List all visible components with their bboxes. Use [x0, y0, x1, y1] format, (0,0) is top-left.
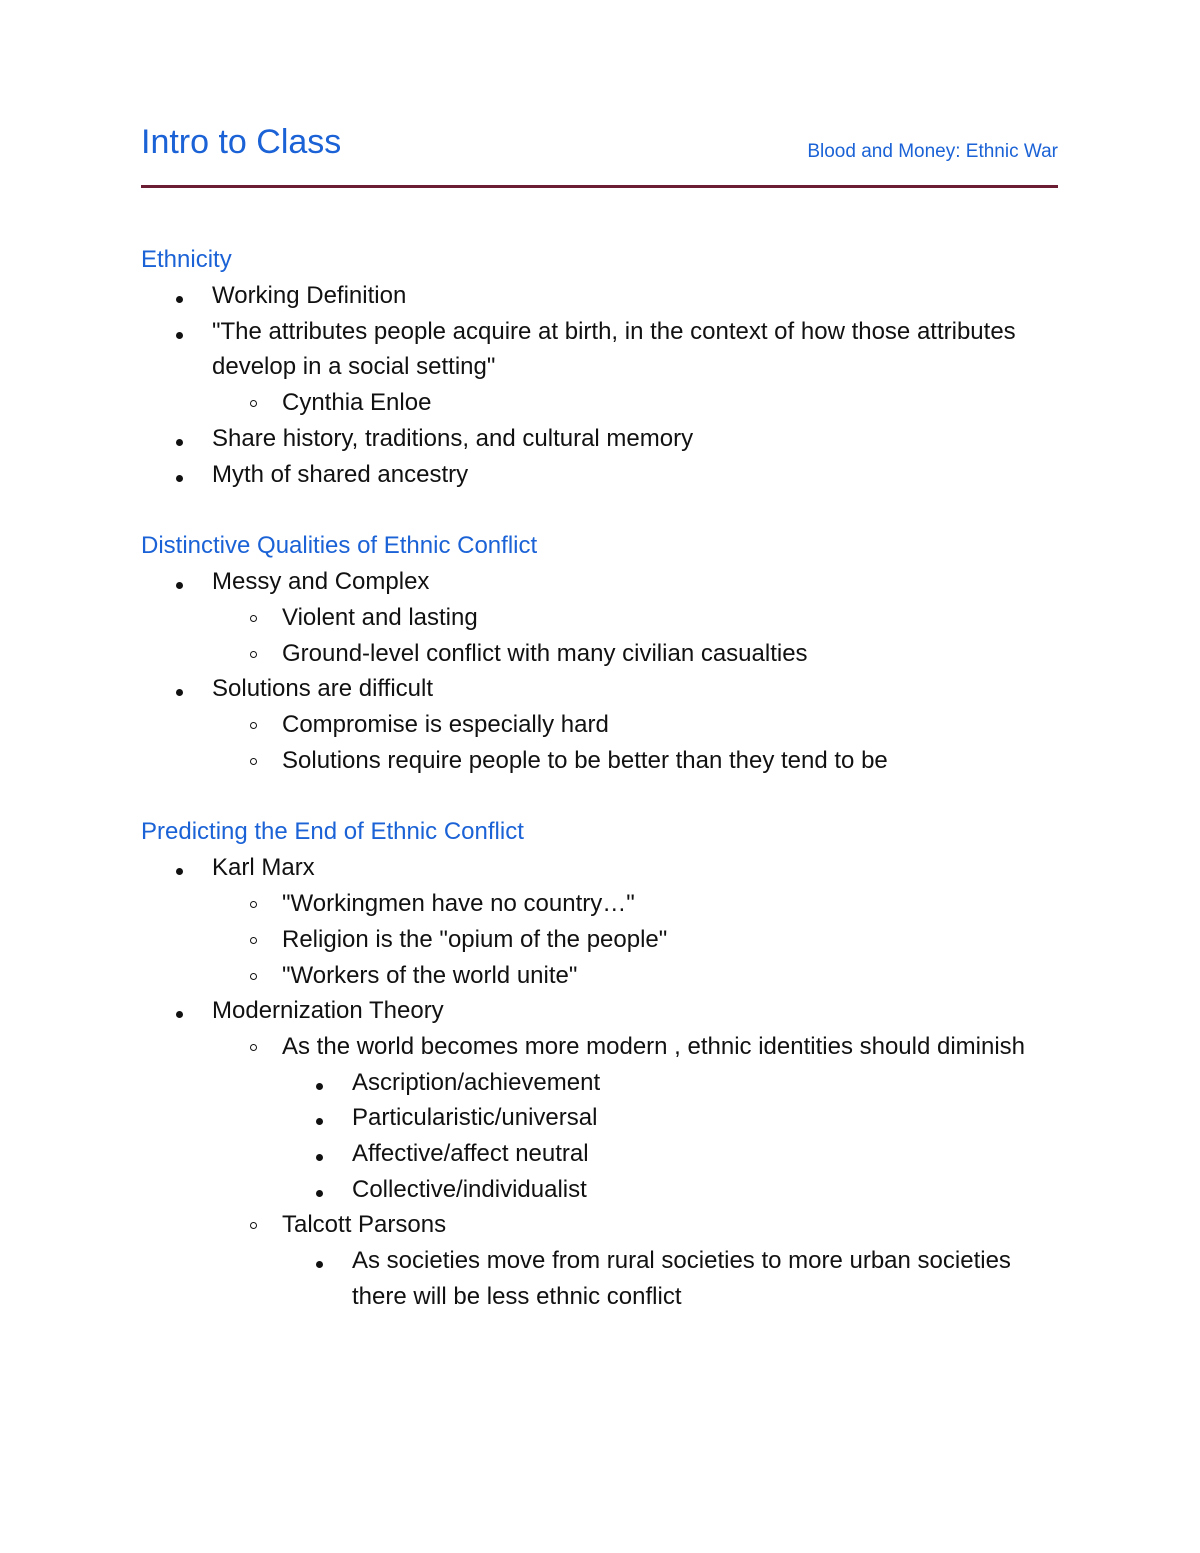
list-item [141, 457, 1058, 493]
list-item [141, 850, 1058, 886]
list-item-text: Working Definition [212, 282, 407, 309]
circle-bullet-icon [243, 886, 263, 922]
list-item [141, 1029, 1058, 1065]
section-heading: Distinctive Qualities of Ethnic Conflict [141, 532, 538, 560]
list-item [141, 922, 1058, 958]
section [141, 528, 1058, 778]
bullet-icon [169, 564, 189, 600]
bullet-icon [169, 671, 189, 707]
bullet-icon [169, 993, 189, 1029]
section [141, 242, 1058, 492]
header-divider [141, 185, 1058, 188]
list-item-text: Ground-level conflict with many civilian casualties [282, 639, 808, 667]
list-item [141, 636, 1058, 672]
list-item [141, 1243, 1058, 1314]
circle-bullet-icon [243, 600, 263, 636]
list-item [141, 314, 1058, 385]
circle-bullet-icon [243, 922, 263, 958]
list-item-text: Ascription/achievement [352, 1068, 601, 1096]
list-item [141, 1065, 1058, 1101]
circle-bullet-icon [243, 1207, 263, 1243]
list-item [141, 1136, 1058, 1172]
list-item [141, 886, 1058, 922]
list-item-text: Talcott Parsons [282, 1211, 447, 1239]
section-heading: Predicting the End of Ethnic Conflict [141, 818, 524, 846]
list-item [141, 278, 1058, 314]
list-item [141, 993, 1058, 1029]
list-item-text: Messy and Complex [212, 568, 430, 596]
list-item-text: Karl Marx [212, 854, 315, 882]
bullet-icon [309, 1243, 329, 1279]
circle-bullet-icon [243, 707, 263, 743]
bullet-icon [309, 1100, 329, 1136]
circle-bullet-icon [243, 958, 263, 994]
circle-bullet-icon [243, 743, 263, 779]
list-item [141, 385, 1058, 421]
list-item [141, 1207, 1058, 1243]
notes-body [141, 242, 1058, 1351]
list-item-text: Particularistic/universal [352, 1104, 598, 1132]
list-item-text: Myth of shared ancestry [212, 460, 469, 488]
list-item [141, 743, 1058, 779]
circle-bullet-icon [243, 636, 263, 672]
bullet-icon [309, 1136, 329, 1172]
list-item-text: Modernization Theory [212, 997, 444, 1025]
list-item-text: "Workingmen have no country…" [282, 890, 635, 918]
list-item [141, 1172, 1058, 1208]
list-item-text: Affective/affect neutral [352, 1140, 589, 1168]
circle-bullet-icon [243, 1029, 263, 1065]
list-item-text: Violent and lasting [282, 603, 478, 631]
list-item-text: Religion is the "opium of the people" [282, 925, 668, 953]
circle-bullet-icon [243, 385, 263, 421]
bullet-icon [169, 850, 189, 886]
list-item-text: Solutions are difficult [212, 675, 434, 703]
bullet-icon [169, 278, 189, 314]
list-item-text: "Workers of the world unite" [282, 961, 578, 989]
list-item-text: As the world becomes more modern , ethnic identities should diminish [282, 1032, 1026, 1060]
bullet-icon [169, 314, 189, 350]
list-item [141, 421, 1058, 457]
bullet-icon [169, 457, 189, 493]
list-item [141, 958, 1058, 994]
section [141, 814, 1058, 1314]
list-item-text: As societies move from rural societies to more urban societies there will be less ethnic conflict [352, 1247, 1011, 1310]
bullet-icon [309, 1172, 329, 1208]
bullet-icon [169, 421, 189, 457]
list-item [141, 1100, 1058, 1136]
page-title: Intro to Class [141, 123, 342, 161]
list-item-text: Compromise is especially hard [282, 711, 609, 739]
list-item-text: "The attributes people acquire at birth, in the context of how those attributes develop in a social setting" [212, 317, 1016, 381]
list-item [141, 564, 1058, 600]
list-item-text: Solutions require people to be better than they tend to be [282, 746, 888, 774]
section-heading: Ethnicity [141, 246, 232, 273]
list-item-text: Collective/individualist [352, 1175, 587, 1203]
list-item [141, 671, 1058, 707]
list-item-text: Share history, traditions, and cultural memory [212, 424, 694, 452]
list-item [141, 707, 1058, 743]
list-item-text: Cynthia Enloe [282, 389, 432, 417]
course-name: Blood and Money: Ethnic War [807, 141, 1058, 162]
list-item [141, 600, 1058, 636]
bullet-icon [309, 1065, 329, 1101]
